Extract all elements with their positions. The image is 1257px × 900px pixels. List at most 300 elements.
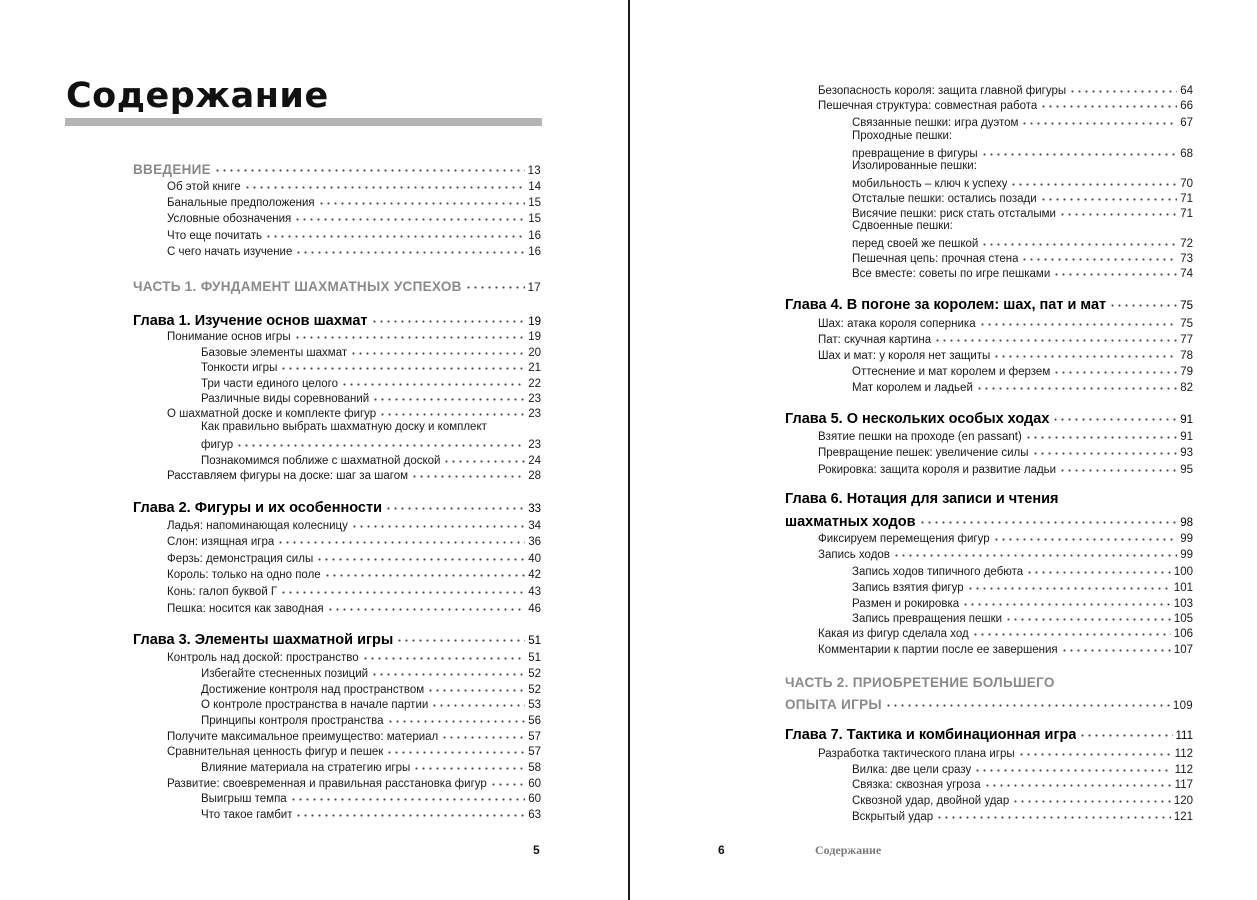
toc-entry-page: 34	[528, 519, 541, 532]
toc-entry-title: Глава 3. Элементы шахматной игры	[133, 631, 394, 648]
dot-leader	[936, 808, 1171, 820]
toc-entry-page: 15	[528, 212, 541, 225]
dot-leader	[1010, 175, 1177, 187]
toc-entry	[133, 629, 541, 648]
toc-entry-title: Сравнительная ценность фигур и пешек	[167, 745, 384, 758]
toc-entry	[785, 408, 1193, 427]
toc-entry-title: Ладья: напоминающая колесницу	[167, 519, 348, 532]
toc-entry-title: Расставляем фигуры на доске: шаг за шагом	[167, 469, 409, 482]
toc-entry-page: 40	[528, 552, 541, 565]
toc-entry-title: Комментарии к партии после ее завершения	[818, 643, 1058, 656]
toc-entry-page: 121	[1173, 810, 1193, 823]
toc-entry-title: Что еще почитать	[167, 229, 263, 242]
toc-entry-title: Взятие пешки на проходе (en passant)	[818, 430, 1022, 443]
toc-entry-title: Глава 5. О нескольких особых ходах	[785, 410, 1050, 427]
toc-entry	[785, 695, 1193, 712]
toc-entry-page: 99	[1180, 532, 1193, 545]
toc-entry-page: 23	[528, 392, 541, 405]
dot-leader	[443, 452, 525, 464]
toc-entry-title: Об этой книге	[167, 180, 241, 193]
toc-entry-page: 14	[528, 180, 541, 193]
toc-entry	[852, 610, 1193, 625]
toc-entry-page: 15	[528, 196, 541, 209]
dot-leader	[236, 436, 525, 448]
toc-entry	[167, 566, 541, 581]
toc-entry-title: Проходные пешки:	[852, 130, 953, 142]
toc-entry	[201, 421, 541, 433]
toc-entry-title: мобильность – ключ к успеху	[852, 177, 1008, 190]
toc-entry-title: Рокировка: защита короля и развитие ладьи	[818, 463, 1057, 476]
toc-entry	[133, 497, 541, 516]
toc-entry-page: 101	[1173, 581, 1193, 594]
toc-entry-title: Пешечная структура: совместная работа	[818, 99, 1038, 112]
toc-entry-page: 19	[528, 330, 541, 343]
toc-entry-page: 57	[528, 745, 541, 758]
toc-entry-page: 22	[528, 377, 541, 390]
toc-entry-title: Висячие пешки: риск стать отсталыми	[852, 207, 1056, 220]
toc-entry-page: 106	[1173, 627, 1193, 640]
toc-entry-title: Глава 2. Фигуры и их особенности	[133, 499, 382, 516]
toc-entry-title: Отсталые пешки: остались позади	[852, 192, 1037, 205]
toc-entry-page: 57	[528, 730, 541, 743]
toc-entry-page: 63	[528, 808, 541, 821]
toc-entry-page: 56	[528, 714, 541, 727]
toc-entry-page: 91	[1180, 413, 1193, 426]
toc-entry-title: Условные обозначения	[167, 212, 292, 225]
toc-entry	[167, 517, 541, 532]
toc-entry-page: 46	[528, 602, 541, 615]
toc-entry	[785, 724, 1193, 743]
toc-entry-title: Получите максимальное преимущество: материал	[167, 730, 439, 743]
toc-entry-title: Тонкости игры	[201, 361, 278, 374]
dot-leader	[379, 405, 525, 417]
toc-entry-page: 52	[528, 683, 541, 696]
toc-entry-page: 78	[1180, 349, 1193, 362]
dot-leader	[387, 712, 526, 724]
toc-entry	[818, 530, 1193, 545]
toc-entry-title: ВВЕДЕНИЕ	[133, 161, 211, 177]
toc-entry-page: 71	[1180, 192, 1193, 205]
toc-entry-title: Запись ходов	[818, 548, 890, 561]
toc-entry	[818, 347, 1193, 362]
toc-entry-page: 23	[528, 407, 541, 420]
dot-leader	[974, 761, 1171, 773]
dot-leader	[1052, 408, 1177, 423]
toc-entry-page: 75	[1180, 317, 1193, 330]
toc-entry-title: Размен и рокировка	[852, 597, 960, 610]
dot-leader	[1061, 641, 1171, 653]
dot-leader	[396, 629, 525, 644]
toc-entry	[167, 194, 541, 209]
running-head: Содержание	[815, 843, 882, 857]
toc-entry-page: 21	[528, 361, 541, 374]
toc-entry	[167, 210, 541, 225]
toc-entry	[201, 790, 541, 805]
toc-entry-title: Пат: скучная картина	[818, 333, 932, 346]
toc-entry	[818, 315, 1193, 330]
toc-entry	[133, 277, 541, 294]
toc-entry	[167, 775, 541, 790]
dot-leader	[893, 546, 1177, 558]
toc-entry-title: Слон: изящная игра	[167, 535, 275, 548]
toc-entry	[785, 511, 1193, 530]
dot-leader	[976, 379, 1177, 391]
toc-entry-title: Шах: атака короля соперника	[818, 317, 976, 330]
toc-entry	[201, 344, 541, 359]
page-title: Содержание	[66, 76, 329, 116]
toc-entry-page: 42	[528, 568, 541, 581]
toc-entry	[201, 712, 541, 727]
toc-entry	[785, 491, 1193, 507]
dot-leader	[214, 160, 525, 174]
toc-entry-title: Какая из фигур сделала ход	[818, 627, 969, 640]
toc-entry	[818, 97, 1193, 112]
toc-entry	[201, 759, 541, 774]
toc-entry	[167, 649, 541, 664]
toc-entry-page: 77	[1180, 333, 1193, 346]
toc-entry	[167, 583, 541, 598]
toc-entry-title: Мат королем и ладьей	[852, 381, 973, 394]
dot-leader	[919, 511, 1178, 526]
dot-leader	[490, 775, 525, 787]
toc-entry	[201, 390, 541, 405]
toc-entry	[167, 405, 541, 420]
toc-entry-page: 73	[1180, 252, 1193, 265]
toc-entry	[818, 82, 1193, 97]
toc-entry-title: Понимание основ игры	[167, 330, 291, 343]
toc-entry-page: 70	[1180, 177, 1193, 190]
toc-entry-page: 19	[528, 315, 541, 328]
toc-entry-title: Все вместе: советы по игре пешками	[852, 267, 1051, 280]
dot-leader	[981, 235, 1177, 247]
toc-entry	[167, 550, 541, 565]
toc-entry-title: Безопасность короля: защита главной фигуры	[818, 84, 1067, 97]
right-page	[630, 0, 1257, 900]
dot-leader	[972, 625, 1171, 637]
toc-entry-title: Разработка тактического плана игры	[818, 747, 1015, 760]
dot-leader	[1059, 205, 1177, 217]
dot-leader	[1040, 97, 1177, 109]
toc-entry-page: 24	[528, 454, 541, 467]
dot-leader	[1079, 724, 1172, 739]
dot-leader	[1059, 461, 1177, 473]
toc-entry-title: Контроль над доской: пространство	[167, 651, 359, 664]
toc-entry-title: Связанные пешки: игра дуэтом	[852, 116, 1019, 129]
toc-entry-title: Достижение контроля над пространством	[201, 683, 425, 696]
toc-entry-page: 23	[528, 438, 541, 451]
toc-entry-page: 43	[528, 585, 541, 598]
toc-entry-page: 107	[1173, 643, 1193, 656]
toc-entry	[201, 436, 541, 451]
dot-leader	[979, 315, 1178, 327]
toc-entry-title: Запись ходов типичного дебюта	[852, 565, 1024, 578]
toc-entry	[852, 265, 1193, 280]
left-page	[0, 0, 628, 900]
toc-entry-title: Выигрыш темпа	[201, 792, 287, 805]
toc-entry-title: Влияние материала на стратегию игры	[201, 761, 411, 774]
toc-entry	[133, 160, 541, 177]
toc-entry-title: перед своей же пешкой	[852, 237, 979, 250]
toc-entry	[852, 145, 1193, 160]
dot-leader	[1021, 114, 1177, 126]
toc-entry-title: Изолированные пешки:	[852, 160, 977, 172]
toc-entry-page: 103	[1173, 597, 1193, 610]
dot-leader	[295, 806, 525, 818]
toc-entry	[852, 205, 1193, 220]
page-number-right: 6	[718, 843, 725, 857]
toc-entry-title: Развитие: своевременная и правильная расстановка фигур	[167, 777, 487, 790]
toc-entry-page: 111	[1175, 729, 1193, 742]
toc-entry-title: Фиксируем перемещения фигур	[818, 532, 990, 545]
dot-leader	[1012, 792, 1171, 804]
toc-entry	[852, 235, 1193, 250]
dot-leader	[934, 331, 1177, 343]
dot-leader	[1053, 363, 1177, 375]
dot-leader	[993, 530, 1178, 542]
toc-entry-title: Связка: сквозная угроза	[852, 778, 981, 791]
toc-entry-page: 99	[1180, 548, 1193, 561]
toc-entry	[201, 359, 541, 374]
dot-leader	[350, 344, 525, 356]
toc-entry	[785, 294, 1193, 313]
toc-entry	[852, 175, 1193, 190]
toc-entry-title: Запись взятия фигур	[852, 581, 964, 594]
toc-entry	[818, 641, 1193, 656]
toc-entry-title: Шах и мат: у короля нет защиты	[818, 349, 991, 362]
toc-entry	[852, 250, 1193, 265]
toc-entry-page: 112	[1174, 763, 1193, 776]
toc-entry-page: 117	[1174, 778, 1193, 791]
toc-entry	[852, 160, 1193, 172]
dot-leader	[427, 681, 525, 693]
toc-entry-title: Вилка: две цели сразу	[852, 763, 972, 776]
dot-leader	[413, 759, 525, 771]
toc-entry-page: 60	[528, 792, 541, 805]
toc-entry	[852, 579, 1193, 594]
title-underline	[65, 118, 542, 126]
toc-entry	[167, 467, 541, 482]
toc-entry-title: Глава 4. В погоне за королем: шах, пат и мат	[785, 296, 1107, 313]
toc-entry-title: О шахматной доске и комплекте фигур	[167, 407, 377, 420]
toc-entry	[852, 363, 1193, 378]
toc-entry-page: 16	[528, 229, 541, 242]
dot-leader	[1069, 82, 1177, 94]
dot-leader	[324, 566, 526, 578]
dot-leader	[341, 375, 525, 387]
toc-entry-page: 93	[1180, 446, 1193, 459]
dot-leader	[441, 728, 525, 740]
toc-entry	[818, 428, 1193, 443]
dot-leader	[431, 696, 525, 708]
toc-entry	[201, 452, 541, 467]
dot-leader	[371, 310, 526, 325]
toc-entry-title: ОПЫТА ИГРЫ	[785, 696, 882, 712]
toc-entry-page: 100	[1173, 565, 1193, 578]
toc-entry	[818, 745, 1193, 760]
toc-entry	[818, 461, 1193, 476]
toc-entry	[852, 792, 1193, 807]
dot-leader	[280, 359, 525, 371]
toc-entry-title: ЧАСТЬ 1. ФУНДАМЕНТ ШАХМАТНЫХ УСПЕХОВ	[133, 278, 462, 294]
toc-entry-title: фигур	[201, 438, 234, 451]
toc-entry	[852, 776, 1193, 791]
dot-leader	[993, 347, 1177, 359]
toc-entry	[201, 696, 541, 711]
dot-leader	[351, 517, 525, 529]
dot-leader	[1005, 610, 1171, 622]
toc-entry-title: Сдвоенные пешки:	[852, 220, 953, 232]
toc-entry-page: 60	[528, 777, 541, 790]
dot-leader	[1032, 444, 1178, 456]
toc-entry-title: Сквозной удар, двойной удар	[852, 794, 1010, 807]
toc-entry	[818, 546, 1193, 561]
toc-entry	[167, 600, 541, 615]
toc-entry	[167, 533, 541, 548]
toc-entry-title: Превращение пешек: увеличение силы	[818, 446, 1029, 459]
toc-entry-page: 33	[528, 502, 541, 515]
toc-entry-page: 74	[1180, 267, 1193, 280]
toc-entry	[785, 675, 1193, 690]
toc-entry-title: Оттеснение и мат королем и ферзем	[852, 365, 1051, 378]
toc-entry	[133, 310, 541, 329]
dot-leader	[465, 277, 525, 291]
dot-leader	[1021, 250, 1177, 262]
toc-entry-page: 20	[528, 346, 541, 359]
toc-entry	[201, 681, 541, 696]
toc-entry-title: Ферзь: демонстрация силы	[167, 552, 314, 565]
toc-entry	[818, 444, 1193, 459]
toc-entry-title: Познакомимся поближе с шахматной доской	[201, 454, 441, 467]
toc-entry-page: 112	[1174, 747, 1193, 760]
toc-entry	[167, 227, 541, 242]
dot-leader	[1025, 428, 1177, 440]
toc-entry	[167, 328, 541, 343]
dot-leader	[265, 227, 525, 239]
toc-entry-page: 28	[528, 469, 541, 482]
toc-entry-page: 98	[1180, 516, 1193, 529]
toc-entry	[201, 806, 541, 821]
dot-leader	[316, 550, 525, 562]
toc-entry-page: 16	[528, 245, 541, 258]
toc-entry-page: 105	[1173, 612, 1193, 625]
toc-entry-title: Запись превращения пешки	[852, 612, 1003, 625]
dot-leader	[280, 583, 525, 595]
toc-entry-title: шахматных ходов	[785, 513, 916, 530]
dot-leader	[290, 790, 526, 802]
dot-leader	[962, 595, 1171, 607]
toc-entry	[852, 379, 1193, 394]
dot-leader	[984, 776, 1172, 788]
dot-leader	[1026, 563, 1171, 575]
dot-leader	[1053, 265, 1177, 277]
dot-leader	[277, 533, 525, 545]
toc-entry-page: 72	[1180, 237, 1193, 250]
dot-leader	[1040, 190, 1178, 202]
toc-entry-page: 120	[1173, 794, 1193, 807]
dot-leader	[362, 649, 526, 661]
toc-entry	[852, 220, 1193, 232]
dot-leader	[244, 178, 526, 190]
toc-entry-title: превращение в фигуры	[852, 147, 978, 160]
toc-entry-page: 64	[1180, 84, 1193, 97]
toc-entry	[167, 178, 541, 193]
toc-entry-page: 17	[527, 281, 541, 294]
dot-leader	[967, 579, 1171, 591]
toc-entry-page: 51	[528, 651, 541, 664]
toc-entry	[167, 728, 541, 743]
toc-entry	[852, 114, 1193, 129]
toc-entry-title: Глава 1. Изучение основ шахмат	[133, 312, 368, 329]
toc-entry-page: 95	[1180, 463, 1193, 476]
toc-entry	[167, 743, 541, 758]
toc-entry-page: 68	[1180, 147, 1193, 160]
toc-entry	[852, 761, 1193, 776]
toc-entry	[852, 190, 1193, 205]
toc-entry-page: 51	[528, 634, 541, 647]
toc-entry	[852, 808, 1193, 823]
dot-leader	[327, 600, 526, 612]
toc-entry	[201, 665, 541, 680]
toc-entry-title: Король: только на одно поле	[167, 568, 321, 581]
toc-entry-page: 75	[1180, 299, 1193, 312]
toc-entry-page: 82	[1180, 381, 1193, 394]
toc-entry-title: Банальные предположения	[167, 196, 315, 209]
toc-entry-title: Вскрытый удар	[852, 810, 934, 823]
toc-entry-title: Различные виды соревнований	[201, 392, 370, 405]
toc-entry-title: Базовые элементы шахмат	[201, 346, 348, 359]
dot-leader	[385, 497, 525, 512]
toc-entry	[818, 331, 1193, 346]
dot-leader	[295, 243, 525, 255]
toc-entry-page: 71	[1180, 207, 1193, 220]
toc-entry-title: Три части единого целого	[201, 377, 339, 390]
toc-entry-page: 36	[528, 535, 541, 548]
dot-leader	[318, 194, 526, 206]
toc-entry-page: 67	[1180, 116, 1193, 129]
toc-entry-title: Глава 6. Нотация для записи и чтения	[785, 491, 1059, 507]
toc-entry-title: Пешка: носится как заводная	[167, 602, 324, 615]
dot-leader	[411, 467, 525, 479]
dot-leader	[294, 210, 525, 222]
dot-leader	[372, 390, 525, 402]
toc-entry	[818, 625, 1193, 640]
dot-leader	[885, 695, 1170, 709]
toc-entry-page: 109	[1172, 699, 1193, 712]
toc-entry-page: 58	[528, 761, 541, 774]
toc-entry	[852, 595, 1193, 610]
toc-entry-title: Конь: галоп буквой Г	[167, 585, 278, 598]
toc-entry-title: Пешечная цепь: прочная стена	[852, 252, 1019, 265]
toc-entry	[852, 563, 1193, 578]
dot-leader	[371, 665, 525, 677]
page-number-left: 5	[533, 843, 540, 857]
dot-leader	[386, 743, 525, 755]
toc-entry-page: 13	[527, 164, 541, 177]
dot-leader	[1018, 745, 1172, 757]
toc-entry	[167, 243, 541, 258]
toc-entry-title: Избегайте стесненных позиций	[201, 667, 369, 680]
toc-entry-title: Принципы контроля пространства	[201, 714, 384, 727]
toc-entry	[201, 375, 541, 390]
dot-leader	[981, 145, 1178, 157]
toc-entry-title: Что такое гамбит	[201, 808, 293, 821]
toc-entry-page: 66	[1180, 99, 1193, 112]
toc-entry-page: 52	[528, 667, 541, 680]
toc-entry-title: Как правильно выбрать шахматную доску и комплект	[201, 421, 487, 433]
toc-entry-page: 53	[528, 698, 541, 711]
toc-entry-page: 79	[1180, 365, 1193, 378]
toc-entry-title: ЧАСТЬ 2. ПРИОБРЕТЕНИЕ БОЛЬШЕГО	[785, 675, 1055, 690]
